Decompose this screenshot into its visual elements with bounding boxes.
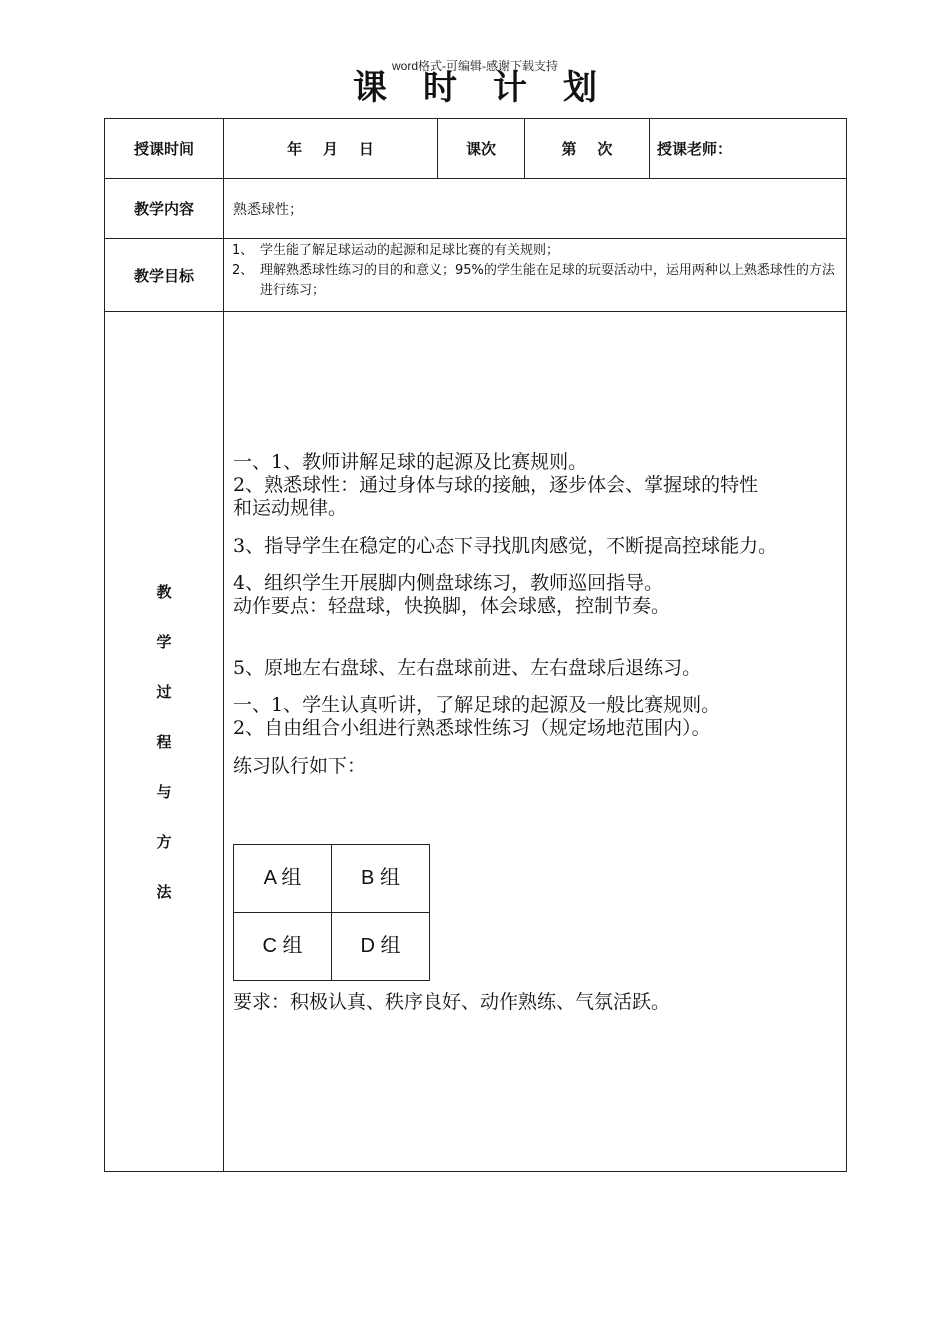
process-line: 2、自由组合小组进行熟悉球性练习（规定场地范围内）。 xyxy=(233,717,711,739)
title-char: 时 xyxy=(423,68,457,108)
group-cell-b: B 组 xyxy=(332,845,430,913)
group-layout-table xyxy=(233,844,430,981)
title-char: 课 xyxy=(353,68,387,108)
requirement-line: 要求：积极认真、秩序良好、动作熟练、气氛活跃。 xyxy=(233,991,671,1013)
header-note: word格式-可编辑-感谢下载支持 xyxy=(391,59,558,73)
group-cell-d: D 组 xyxy=(332,913,430,981)
process-line: 一、1、教师讲解足球的起源及比赛规则。 xyxy=(233,451,588,473)
process-label-char: 学 xyxy=(156,632,172,651)
goal-text: 学生能了解足球运动的起源和足球比赛的有关规则； xyxy=(260,243,560,258)
goal-number: 2、 xyxy=(232,263,254,278)
process-label-char: 与 xyxy=(156,782,172,801)
process-label-char: 程 xyxy=(156,732,172,751)
title-char: 计 xyxy=(493,68,527,108)
process-line: 4、组织学生开展脚内侧盘球练习，教师巡回指导。 xyxy=(233,572,664,594)
process-label-char: 教 xyxy=(156,582,172,601)
content-value: 熟悉球性； xyxy=(224,179,847,239)
process-line: 一、1、学生认真听讲，了解足球的起源及一般比赛规则。 xyxy=(233,694,721,716)
process-label-char: 过 xyxy=(156,682,172,701)
process-label-char: 法 xyxy=(156,882,172,901)
goal-text: 理解熟悉球性练习的目的和意义；95%的学生能在足球的玩耍活动中，运用两种以上熟悉球性的方法进行练习； xyxy=(260,263,835,298)
goal-item xyxy=(232,261,840,301)
content-label: 教学内容 xyxy=(105,179,224,239)
content-row xyxy=(105,179,847,239)
lesson-label: 课次 xyxy=(438,119,525,179)
title-char: 划 xyxy=(563,68,597,108)
process-label xyxy=(105,312,224,1172)
goals-row xyxy=(105,239,847,312)
group-cell-a: A 组 xyxy=(234,845,332,913)
goals-list xyxy=(224,239,847,312)
info-row xyxy=(105,119,847,179)
process-label-char: 方 xyxy=(156,832,172,851)
teacher-label: 授课老师： xyxy=(650,119,847,179)
lesson-number-field: 第 次 xyxy=(525,119,650,179)
goal-number: 1、 xyxy=(232,243,254,258)
process-line: 2、熟悉球性：通过身体与球的接触，逐步体会、掌握球的特性 xyxy=(233,474,759,496)
time-label: 授课时间 xyxy=(105,119,224,179)
goal-item xyxy=(232,241,840,261)
process-row xyxy=(105,312,847,1172)
lesson-plan-table xyxy=(104,118,847,1172)
process-line: 和运动规律。 xyxy=(233,497,348,519)
process-line: 3、指导学生在稳定的心态下寻找肌肉感觉，不断提高控球能力。 xyxy=(233,535,778,557)
process-line: 动作要点：轻盘球，快换脚，体会球感，控制节奏。 xyxy=(233,595,671,617)
date-field: 年 月 日 xyxy=(224,119,438,179)
group-cell-c: C 组 xyxy=(234,913,332,981)
process-line: 练习队行如下： xyxy=(233,755,367,777)
process-line: 5、原地左右盘球、左右盘球前进、左右盘球后退练习。 xyxy=(233,657,702,679)
goals-label: 教学目标 xyxy=(105,239,224,312)
process-content xyxy=(224,312,847,1172)
